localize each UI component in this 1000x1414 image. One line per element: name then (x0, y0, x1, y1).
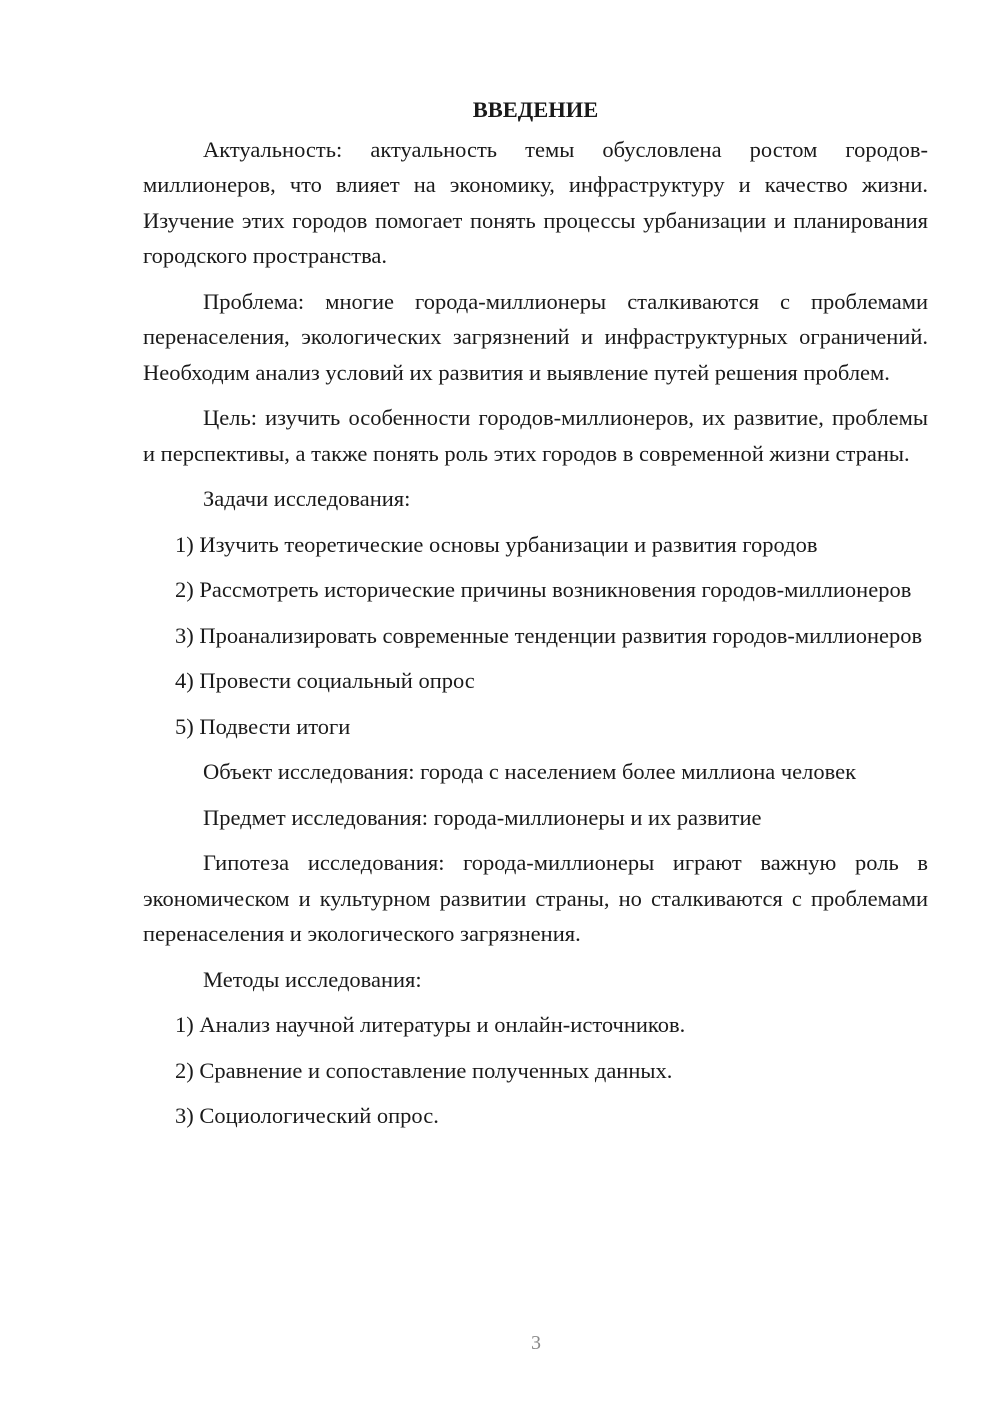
page-number: 3 (531, 1332, 541, 1354)
subject-paragraph: Предмет исследования: города-миллионеры и их развитие (203, 804, 762, 830)
task-item-2: 2) Рассмотреть исторические причины возникновения городов-миллионеров (175, 577, 912, 602)
method-item-2: 2) Сравнение и сопоставление полученных данных. (175, 1057, 673, 1083)
relevance-paragraph: Актуальность: актуальность темы обусловлена ростом городов-миллионеров, что влияет на экономику, инфраструктуру и качество жизни. Изучение этих городов помогает понять процессы урбанизации и планирования городского пространства. (143, 136, 928, 268)
document-body (143, 92, 928, 1144)
task-item-5: 5) Подвести итоги (175, 713, 351, 739)
task-item-1: 1) Изучить теоретические основы урбанизации и развития городов (175, 531, 818, 557)
section-title: ВВЕДЕНИЕ (472, 97, 599, 122)
task-item-3: 3) Проанализировать современные тенденции развития городов-миллионеров (175, 622, 923, 648)
goal-paragraph: Цель: изучить особенности городов-миллионеров, их развитие, проблемы и перспективы, а также понять роль этих городов в современной жизни страны. (143, 405, 928, 466)
object-paragraph: Объект исследования: города с населением более миллиона человек (203, 759, 857, 784)
tasks-heading: Задачи исследования: (203, 486, 411, 511)
method-item-1: 1) Анализ научной литературы и онлайн-источников. (175, 1012, 686, 1037)
problem-paragraph: Проблема: многие города-миллионеры сталкиваются с проблемами перенаселения, экологических загрязнений и инфраструктурных ограничений. Необходим анализ условий их развития и выявление путей решения проблем. (143, 288, 928, 385)
method-item-3: 3) Социологический опрос. (175, 1103, 439, 1128)
methods-heading: Методы исследования: (203, 966, 422, 992)
hypothesis-paragraph: Гипотеза исследования: города-миллионеры играют важную роль в экономическом и культурном развитии страны, но сталкиваются с проблемами перенаселения и экологического загрязнения. (143, 850, 928, 946)
task-item-4: 4) Провести социальный опрос (175, 668, 475, 693)
